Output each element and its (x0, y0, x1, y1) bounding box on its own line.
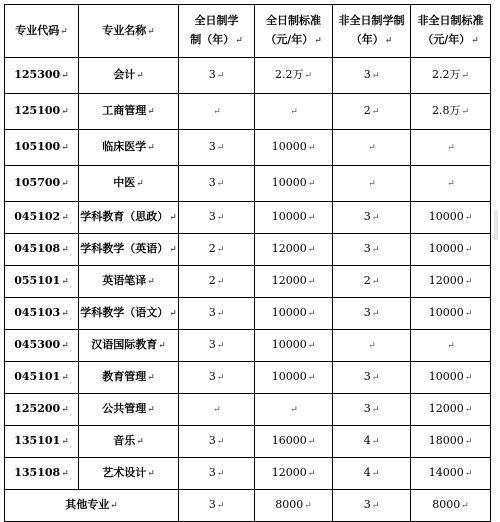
cell-pt-years (333, 298, 411, 330)
cell-ft-years-text: 3 (208, 306, 216, 319)
paragraph-mark: ↵ (307, 143, 316, 153)
cell-name (79, 266, 179, 298)
cell-ft-years-text: 2 (208, 242, 216, 255)
document-page (4, 4, 494, 522)
cell-ft-fee-text: 12000 (271, 242, 307, 255)
cell-pt-years (333, 58, 411, 94)
cell-name (79, 202, 179, 234)
cell-code (5, 330, 79, 362)
other-majors-label-text: 其他专业 (65, 498, 110, 511)
cell-ft-years (179, 362, 255, 394)
cell-pt-fee-text: 2.8万 (431, 104, 461, 117)
cell-pt-years (333, 266, 411, 298)
scrollbar[interactable] (494, 210, 498, 240)
cell-pt-years (333, 166, 411, 202)
cell-pt-fee-text: 10000 (428, 306, 464, 319)
cell-ft-fee-text: 10000 (271, 306, 307, 319)
paragraph-mark: ↵ (290, 405, 298, 415)
paragraph-mark: ↵ (464, 245, 473, 255)
paragraph-mark: ↵ (464, 437, 473, 447)
cell-code (5, 394, 79, 426)
cell-ft-fee (255, 362, 333, 394)
header-code (5, 5, 79, 58)
header-row (5, 5, 491, 58)
header-pt-fee (411, 5, 491, 58)
cell-code (5, 458, 79, 490)
cell-code-text: 045300 (14, 338, 61, 351)
cell-ft-years (179, 458, 255, 490)
paragraph-mark: ↵ (304, 71, 313, 81)
cell-pt-years-text: 3 (363, 68, 371, 81)
table-row (5, 330, 491, 362)
cell-pt-fee (411, 266, 491, 298)
cell-ft-years (179, 266, 255, 298)
cell-name (79, 58, 179, 94)
cell-code (5, 234, 79, 266)
header-name-text: 专业名称 (102, 23, 147, 37)
cell-ft-years (179, 130, 255, 166)
cell-pt-years-text: 3 (363, 370, 371, 383)
cell-name-text: 学科教学（语文） (80, 306, 169, 319)
cell-pt-fee-text: 10000 (428, 242, 464, 255)
cell-name (79, 362, 179, 394)
table-row (5, 426, 491, 458)
cell-pt-years-text: 3 (363, 242, 371, 255)
cell-code-text: 045102 (14, 210, 61, 223)
cell-name-text: 英语笔译 (102, 274, 147, 287)
other-pt-fee (411, 490, 491, 522)
other-pt-years (333, 490, 411, 522)
other-pt-fee-text: 8000 (432, 498, 461, 511)
cell-name-text: 公共管理 (102, 402, 147, 415)
paragraph-mark: ↵ (371, 277, 380, 287)
cell-pt-fee-text: 14000 (428, 466, 464, 479)
paragraph-mark: ↵ (61, 309, 69, 319)
cell-pt-years (333, 362, 411, 394)
cell-ft-fee (255, 266, 333, 298)
cell-name-text: 会计 (113, 68, 136, 81)
cell-ft-fee (255, 458, 333, 490)
paragraph-mark: ↵ (464, 213, 473, 223)
cell-pt-fee-text: 12000 (428, 274, 464, 287)
paragraph-mark: ↵ (213, 107, 221, 117)
header-pt-fee-line2: （元/年） (422, 33, 471, 46)
paragraph-mark: ↵ (307, 245, 316, 255)
cell-name (79, 94, 179, 130)
cell-code (5, 166, 79, 202)
cell-pt-years-text: 3 (363, 306, 371, 319)
other-majors-label (5, 490, 179, 522)
header-ft-years-line2: 制（年） (190, 33, 235, 46)
paragraph-mark: ↵ (307, 213, 316, 223)
cell-ft-years-text: 3 (208, 466, 216, 479)
paragraph-mark: ↵ (307, 341, 316, 351)
paragraph-mark: ↵ (216, 277, 225, 287)
paragraph-mark: ↵ (461, 71, 470, 81)
cell-pt-years (333, 458, 411, 490)
cell-ft-fee-text: 10000 (271, 210, 307, 223)
cell-ft-years (179, 58, 255, 94)
cell-name-text: 学科教育（思政） (80, 210, 169, 223)
table-row (5, 298, 491, 330)
paragraph-mark: ↵ (216, 143, 225, 153)
cell-ft-fee (255, 94, 333, 130)
cell-code-text: 045101 (14, 370, 61, 383)
paragraph-mark: ↵ (371, 373, 380, 383)
other-ft-years-text: 3 (208, 498, 216, 511)
cell-ft-years (179, 394, 255, 426)
cell-ft-fee (255, 234, 333, 266)
paragraph-mark: ↵ (147, 405, 155, 415)
paragraph-mark: ↵ (464, 405, 473, 415)
table-row (5, 394, 491, 426)
cell-name-text: 工商管理 (102, 104, 147, 117)
cell-code-text: 045108 (14, 242, 61, 255)
paragraph-mark: ↵ (371, 405, 380, 415)
paragraph-mark: ↵ (371, 501, 380, 511)
cell-code-text: 135101 (14, 434, 61, 447)
cell-ft-years-text: 3 (208, 434, 216, 447)
header-code-text: 专业代码 (15, 23, 60, 37)
cell-name (79, 426, 179, 458)
cell-pt-fee (411, 166, 491, 202)
paragraph-mark: ↵ (461, 501, 469, 511)
cell-name-text: 临床医学 (102, 140, 147, 153)
paragraph-mark: ↵ (461, 107, 470, 117)
paragraph-mark: ↵ (464, 277, 473, 287)
paragraph-mark: ↵ (371, 71, 380, 81)
paragraph-mark: ↵ (307, 437, 316, 447)
cell-pt-years (333, 330, 411, 362)
cell-pt-years (333, 394, 411, 426)
table-body (5, 58, 491, 490)
cell-pt-years (333, 130, 411, 166)
cell-ft-years-text: 3 (208, 140, 216, 153)
cell-ft-years (179, 94, 255, 130)
cell-code (5, 426, 79, 458)
paragraph-mark: ↵ (61, 373, 69, 383)
cell-pt-years (333, 426, 411, 458)
cell-ft-years (179, 202, 255, 234)
table-row (5, 166, 491, 202)
cell-pt-fee (411, 94, 491, 130)
paragraph-mark: ↵ (61, 245, 69, 255)
cell-pt-years (333, 202, 411, 234)
cell-name-text: 学科教学（英语） (80, 242, 169, 255)
cell-code-text: 125100 (14, 104, 61, 117)
other-pt-years-text: 3 (363, 498, 371, 511)
header-ft-years (179, 5, 255, 58)
cell-code (5, 202, 79, 234)
cell-ft-years (179, 166, 255, 202)
cell-code (5, 298, 79, 330)
paragraph-mark: ↵ (307, 277, 316, 287)
cell-name-text: 艺术设计 (102, 466, 147, 479)
cell-pt-fee-text: 2.2万 (431, 68, 461, 81)
cell-pt-fee (411, 234, 491, 266)
cell-code (5, 94, 79, 130)
cell-ft-fee-text: 16000 (271, 434, 307, 447)
paragraph-mark: ↵ (61, 405, 69, 415)
cell-ft-years-text: 3 (208, 338, 216, 351)
cell-pt-years-text: 2 (363, 104, 371, 117)
paragraph-mark: ↵ (147, 143, 155, 153)
paragraph-mark: ↵ (213, 405, 221, 415)
cell-code-text: 135108 (14, 466, 61, 479)
paragraph-mark: ↵ (216, 501, 225, 511)
paragraph-mark: ↵ (371, 309, 380, 319)
paragraph-mark: ↵ (384, 36, 393, 46)
table-row (5, 234, 491, 266)
cell-name-text: 音乐 (113, 434, 136, 447)
cell-pt-years (333, 234, 411, 266)
cell-pt-years (333, 94, 411, 130)
other-ft-fee-text: 8000 (275, 498, 304, 511)
cell-name (79, 298, 179, 330)
paragraph-mark: ↵ (216, 437, 225, 447)
paragraph-mark: ↵ (216, 373, 225, 383)
cell-ft-fee (255, 130, 333, 166)
paragraph-mark: ↵ (169, 213, 177, 223)
paragraph-mark: ↵ (61, 469, 69, 479)
paragraph-mark: ↵ (216, 341, 225, 351)
cell-pt-fee (411, 394, 491, 426)
cell-pt-years-text: 4 (363, 434, 371, 447)
paragraph-mark: ↵ (464, 469, 473, 479)
paragraph-mark: ↵ (235, 36, 243, 46)
paragraph-mark: ↵ (158, 341, 166, 351)
table-row (5, 202, 491, 234)
cell-name-text: 教育管理 (102, 370, 147, 383)
paragraph-mark: ↵ (147, 469, 155, 479)
cell-pt-years-text: 3 (363, 402, 371, 415)
paragraph-mark: ↵ (368, 179, 376, 189)
table-row (5, 58, 491, 94)
paragraph-mark: ↵ (147, 107, 155, 117)
paragraph-mark: ↵ (61, 341, 69, 351)
cell-ft-fee (255, 394, 333, 426)
paragraph-mark: ↵ (290, 107, 298, 117)
paragraph-mark: ↵ (61, 213, 69, 223)
paragraph-mark: ↵ (307, 469, 316, 479)
header-ft-fee-line1: 全日制标准 (266, 14, 321, 27)
paragraph-mark: ↵ (61, 277, 69, 287)
cell-name (79, 394, 179, 426)
paragraph-mark: ↵ (147, 373, 155, 383)
paragraph-mark: ↵ (147, 277, 155, 287)
cell-pt-fee-text: 10000 (428, 210, 464, 223)
cell-pt-years-text: 2 (363, 274, 371, 287)
cell-ft-fee (255, 202, 333, 234)
paragraph-mark: ↵ (61, 437, 69, 447)
cell-ft-years-text: 2 (208, 274, 216, 287)
other-majors-row (5, 490, 491, 522)
cell-ft-fee-text: 10000 (271, 176, 307, 189)
table-row (5, 266, 491, 298)
paragraph-mark: ↵ (147, 26, 155, 37)
paragraph-mark: ↵ (136, 179, 144, 189)
cell-ft-years-text: 3 (208, 68, 216, 81)
paragraph-mark: ↵ (371, 213, 380, 223)
cell-pt-years-text: 4 (363, 466, 371, 479)
cell-ft-fee-text: 10000 (271, 338, 307, 351)
cell-pt-fee (411, 58, 491, 94)
paragraph-mark: ↵ (61, 143, 69, 153)
paragraph-mark: ↵ (61, 71, 69, 81)
other-ft-fee (255, 490, 333, 522)
cell-pt-fee-text: 12000 (428, 402, 464, 415)
cell-ft-years-text: 3 (208, 176, 216, 189)
cell-pt-fee (411, 298, 491, 330)
cell-name (79, 234, 179, 266)
cell-pt-fee (411, 426, 491, 458)
cell-code-text: 125200 (14, 402, 61, 415)
paragraph-mark: ↵ (464, 373, 473, 383)
other-ft-years (179, 490, 255, 522)
paragraph-mark: ↵ (447, 143, 455, 153)
cell-ft-fee-text: 12000 (271, 274, 307, 287)
cell-ft-fee-text: 10000 (271, 370, 307, 383)
cell-code-text: 055101 (14, 274, 61, 287)
table-row (5, 130, 491, 166)
paragraph-mark: ↵ (447, 179, 455, 189)
paragraph-mark: ↵ (216, 213, 225, 223)
header-pt-years (333, 5, 411, 58)
cell-ft-fee (255, 58, 333, 94)
cell-ft-years (179, 330, 255, 362)
paragraph-mark: ↵ (136, 437, 144, 447)
table-row (5, 362, 491, 394)
cell-code-text: 105700 (14, 176, 61, 189)
table-row (5, 458, 491, 490)
cell-code (5, 58, 79, 94)
paragraph-mark: ↵ (371, 107, 380, 117)
cell-name (79, 330, 179, 362)
paragraph-mark: ↵ (371, 469, 380, 479)
header-pt-years-line2: （年） (350, 33, 384, 46)
cell-name (79, 458, 179, 490)
paragraph-mark: ↵ (61, 107, 69, 117)
paragraph-mark: ↵ (371, 245, 380, 255)
cell-pt-fee (411, 458, 491, 490)
table-row (5, 94, 491, 130)
tuition-table (4, 4, 491, 522)
cell-ft-years (179, 298, 255, 330)
paragraph-mark: ↵ (368, 341, 376, 351)
header-name (79, 5, 179, 58)
cell-ft-fee-text: 12000 (271, 466, 307, 479)
cell-code (5, 362, 79, 394)
cell-code-text: 125300 (14, 68, 61, 81)
paragraph-mark: ↵ (110, 501, 118, 511)
cell-name-text: 汉语国际教育 (91, 338, 158, 351)
paragraph-mark: ↵ (169, 245, 177, 255)
cell-pt-fee (411, 202, 491, 234)
cell-ft-fee (255, 166, 333, 202)
cell-code (5, 130, 79, 166)
paragraph-mark: ↵ (216, 71, 225, 81)
cell-ft-years (179, 426, 255, 458)
paragraph-mark: ↵ (169, 309, 177, 319)
paragraph-mark: ↵ (314, 36, 322, 46)
paragraph-mark: ↵ (216, 245, 225, 255)
paragraph-mark: ↵ (307, 179, 316, 189)
paragraph-mark: ↵ (216, 309, 225, 319)
paragraph-mark: ↵ (307, 309, 316, 319)
header-pt-fee-line1: 非全日制标准 (417, 14, 484, 27)
cell-ft-years (179, 234, 255, 266)
cell-code-text: 045103 (14, 306, 61, 319)
paragraph-mark: ↵ (307, 373, 316, 383)
cell-ft-fee (255, 298, 333, 330)
paragraph-mark: ↵ (61, 179, 69, 189)
paragraph-mark: ↵ (471, 36, 479, 46)
cell-pt-fee-text: 18000 (428, 434, 464, 447)
cell-ft-fee (255, 426, 333, 458)
paragraph-mark: ↵ (304, 501, 312, 511)
cell-ft-fee-text: 10000 (271, 140, 307, 153)
cell-ft-fee-text: 2.2万 (274, 68, 304, 81)
header-ft-years-line1: 全日制学 (194, 14, 239, 27)
paragraph-mark: ↵ (447, 341, 455, 351)
cell-ft-years-text: 3 (208, 210, 216, 223)
paragraph-mark: ↵ (216, 179, 225, 189)
cell-name (79, 166, 179, 202)
paragraph-mark: ↵ (371, 437, 380, 447)
paragraph-mark: ↵ (368, 143, 376, 153)
paragraph-mark: ↵ (136, 71, 144, 81)
paragraph-mark: ↵ (464, 309, 473, 319)
paragraph-mark: ↵ (60, 26, 68, 37)
cell-code (5, 266, 79, 298)
cell-name (79, 130, 179, 166)
cell-pt-fee (411, 362, 491, 394)
cell-pt-fee (411, 130, 491, 166)
cell-pt-fee-text: 10000 (428, 370, 464, 383)
cell-ft-fee (255, 330, 333, 362)
paragraph-mark: ↵ (216, 469, 225, 479)
cell-pt-fee (411, 330, 491, 362)
header-ft-fee (255, 5, 333, 58)
cell-pt-years-text: 3 (363, 210, 371, 223)
header-ft-fee-line2: （元/年） (265, 33, 314, 46)
cell-name-text: 中医 (113, 176, 136, 189)
cell-ft-years-text: 3 (208, 370, 216, 383)
header-pt-years-line1: 非全日制学制 (338, 14, 405, 27)
cell-code-text: 105100 (14, 140, 61, 153)
